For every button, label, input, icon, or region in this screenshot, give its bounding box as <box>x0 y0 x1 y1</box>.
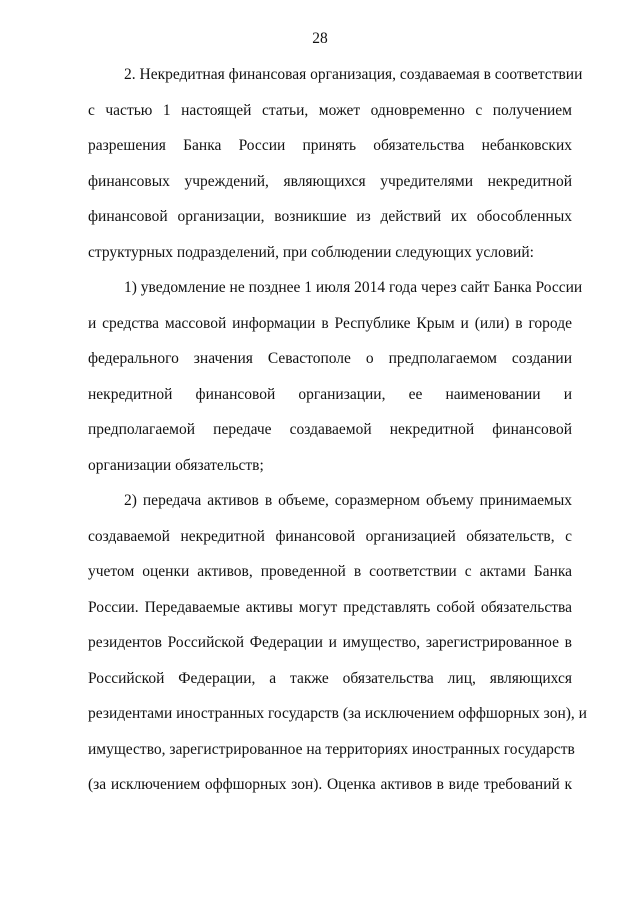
text-line: резидентов Российской Федерации и имущество, зарегистрированное в <box>88 634 572 651</box>
text-line: предполагаемой передаче создаваемой некредитной финансовой <box>88 421 572 438</box>
text-line: федерального значения Севастополе о предполагаемом создании <box>88 350 572 367</box>
text-line: структурных подразделений, при соблюдении следующих условий: <box>88 243 534 261</box>
text-line: 2. Некредитная финансовая организация, создаваемая в соответствии <box>124 66 583 83</box>
text-line: резидентами иностранных государств (за исключением оффшорных зон), и <box>88 705 587 722</box>
text-line: с частью 1 настоящей статьи, может одновременно с получением <box>88 101 572 119</box>
text-line: имущество, зарегистрированное на территориях иностранных государств <box>88 740 575 758</box>
text-line: некредитной финансовой организации, ее наименовании и <box>88 385 572 403</box>
text-line: организации обязательств; <box>88 456 264 474</box>
paragraph-item-2 <box>88 64 583 277</box>
text-line: создаваемой некредитной финансовой организацией обязательств, с <box>88 527 572 545</box>
text-line: финансовой организации, возникшие из действий их обособленных <box>88 208 572 225</box>
text-line: и средства массовой информации в Республике Крым и (или) в городе <box>88 314 572 332</box>
text-line: 2) передача активов в объеме, соразмерном объему принимаемых <box>124 492 572 509</box>
text-line: финансовых учреждений, являющихся учредителями некредитной <box>88 172 572 190</box>
subitem-2 <box>88 490 587 810</box>
document-body <box>88 64 587 810</box>
text-line: (за исключением оффшорных зон). Оценка активов в виде требований к <box>88 776 572 793</box>
text-line: учетом оценки активов, проведенной в соответствии с актами Банка <box>88 563 572 580</box>
text-line: Российской Федерации, а также обязательства лиц, являющихся <box>88 669 572 687</box>
text-line: России. Передаваемые активы могут представлять собой обязательства <box>88 598 572 616</box>
text-line: разрешения Банка России принять обязательства небанковских <box>88 137 572 154</box>
subitem-1 <box>88 277 583 490</box>
page-number: 28 <box>312 30 328 47</box>
text-line: 1) уведомление не позднее 1 июля 2014 года через сайт Банка России <box>124 279 583 296</box>
